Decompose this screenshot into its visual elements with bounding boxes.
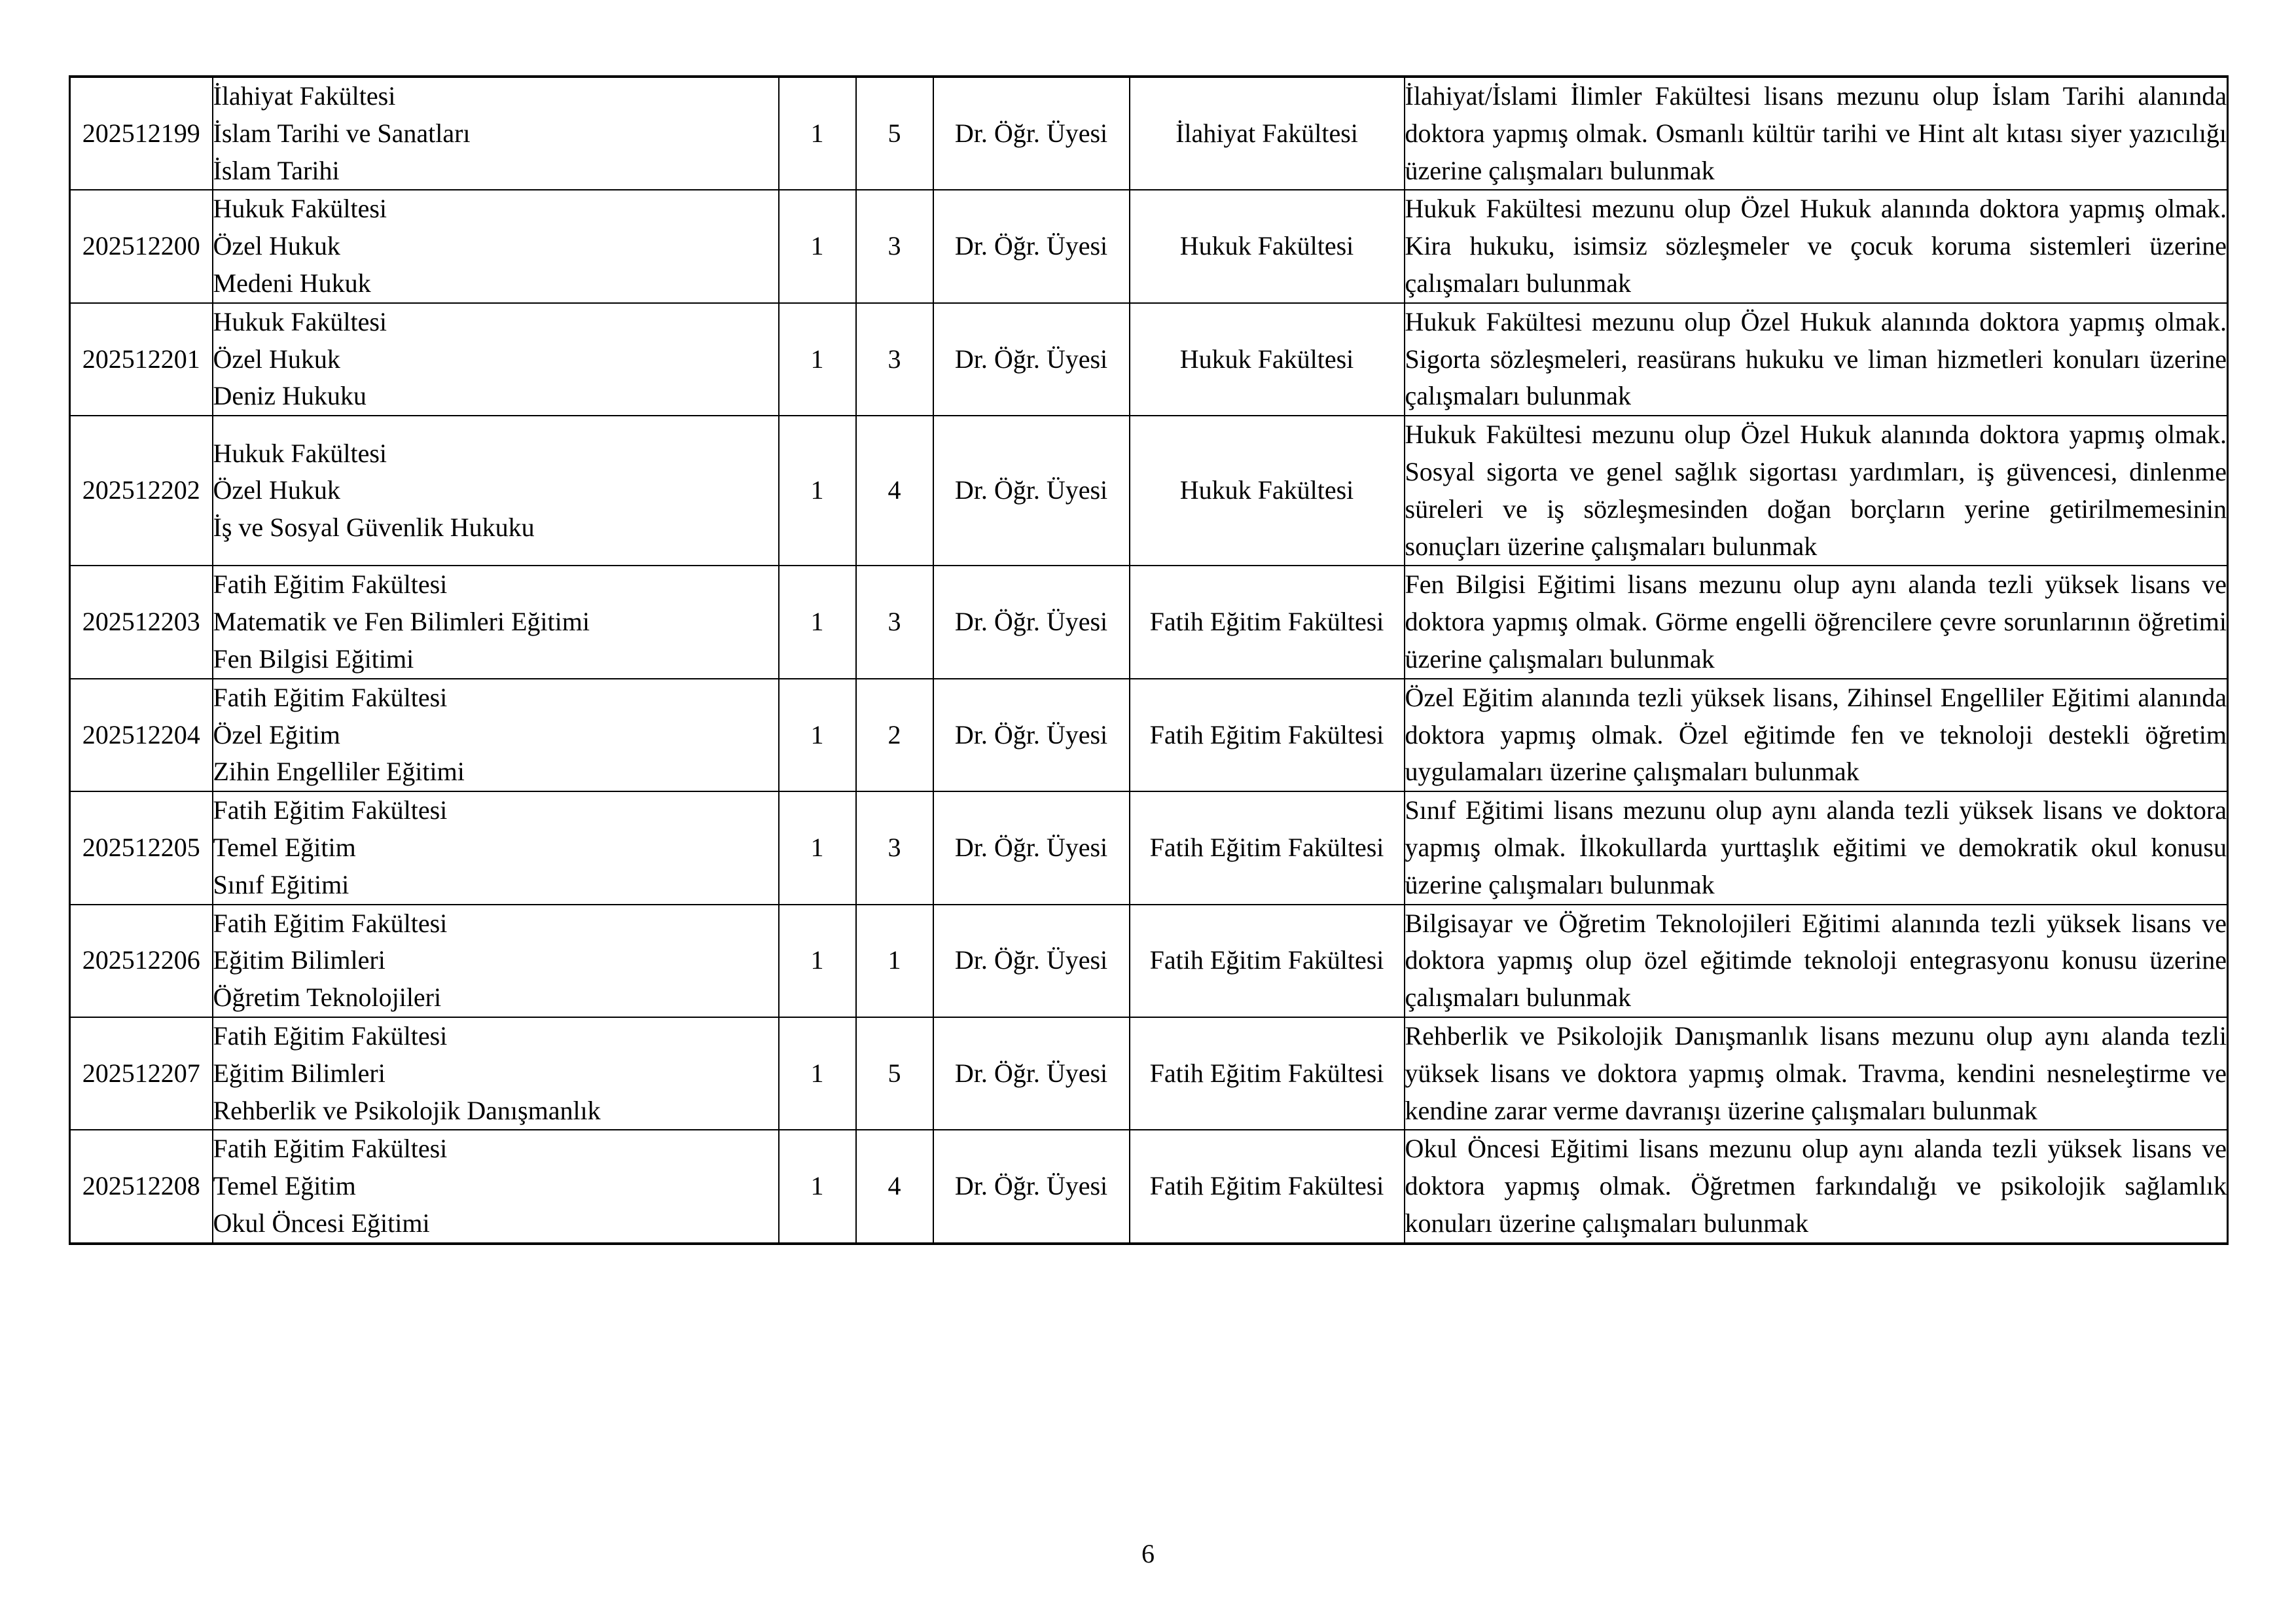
table-row	[70, 791, 2228, 904]
cell-ilan-no: 202512204	[70, 679, 213, 791]
cell-aciklama: Hukuk Fakültesi mezunu olup Özel Hukuk alanında doktora yapmış olmak. Sosyal sigorta ve genel sağlık sigortası yardımları, iş güvencesi, dinlenme süreleri ve iş sözleşmesinden doğan borçların yerine getirilmemesinin sonuçları üzerine çalışmaları bulunmak	[1405, 416, 2228, 566]
cell-unvan: Dr. Öğr. Üyesi	[933, 791, 1130, 904]
page-number: 6	[1141, 1539, 1155, 1568]
cell-aciklama: Okul Öncesi Eğitimi lisans mezunu olup aynı alanda tezli yüksek lisans ve doktora yapmış olmak. Öğretmen farkındalığı ve psikolojik sağlamlık konuları üzerine çalışmaları bulunmak	[1405, 1130, 2228, 1243]
table-row	[70, 1130, 2228, 1243]
birim-line: İş ve Sosyal Güvenlik Hukuku	[213, 513, 535, 543]
cell-fakulte: İlahiyat Fakültesi	[1130, 77, 1405, 190]
cell-unvan: Dr. Öğr. Üyesi	[933, 416, 1130, 566]
cell-adet: 1	[779, 303, 856, 416]
birim-line: Deniz Hukuku	[213, 381, 367, 411]
cell-adet: 1	[779, 1017, 856, 1130]
cell-ilan-no: 202512202	[70, 416, 213, 566]
birim-line: Özel Hukuk	[213, 475, 340, 505]
cell-fakulte: Fatih Eğitim Fakültesi	[1130, 679, 1405, 791]
cell-aciklama: Fen Bilgisi Eğitimi lisans mezunu olup aynı alanda tezli yüksek lisans ve doktora yapmış olmak. Görme engelli öğrencilere çevre sorunlarının öğretimi üzerine çalışmaları bulunmak	[1405, 566, 2228, 678]
cell-derece: 1	[856, 905, 933, 1017]
cell-ilan-no: 202512200	[70, 190, 213, 302]
birim-line: İlahiyat Fakültesi	[213, 81, 396, 111]
birim-line: Fatih Eğitim Fakültesi	[213, 569, 448, 600]
table-row	[70, 190, 2228, 302]
cell-unvan: Dr. Öğr. Üyesi	[933, 190, 1130, 302]
cell-unvan: Dr. Öğr. Üyesi	[933, 679, 1130, 791]
table-row	[70, 1017, 2228, 1130]
cell-birim	[213, 905, 779, 1017]
birim-line: Hukuk Fakültesi	[213, 438, 387, 468]
birim-line: Temel Eğitim	[213, 832, 356, 862]
cell-unvan: Dr. Öğr. Üyesi	[933, 1130, 1130, 1243]
birim-line: Özel Eğitim	[213, 719, 340, 749]
birim-line: İslam Tarihi ve Sanatları	[213, 118, 471, 148]
cell-ilan-no: 202512203	[70, 566, 213, 678]
birim-line: Rehberlik ve Psikolojik Danışmanlık	[213, 1095, 601, 1125]
table-row	[70, 566, 2228, 678]
cell-adet: 1	[779, 791, 856, 904]
cell-derece: 5	[856, 1017, 933, 1130]
birim-line: Fatih Eğitim Fakültesi	[213, 682, 448, 712]
birim-line: Eğitim Bilimleri	[213, 945, 386, 975]
birim-line: Fatih Eğitim Fakültesi	[213, 1134, 448, 1164]
cell-unvan: Dr. Öğr. Üyesi	[933, 77, 1130, 190]
cell-fakulte: Hukuk Fakültesi	[1130, 416, 1405, 566]
cell-fakulte: Fatih Eğitim Fakültesi	[1130, 566, 1405, 678]
cell-adet: 1	[779, 566, 856, 678]
cell-ilan-no: 202512206	[70, 905, 213, 1017]
birim-line: Medeni Hukuk	[213, 268, 371, 298]
birim-line: Zihin Engelliler Eğitimi	[213, 757, 465, 787]
birim-line: Öğretim Teknolojileri	[213, 983, 442, 1013]
cell-ilan-no: 202512207	[70, 1017, 213, 1130]
cell-aciklama: Özel Eğitim alanında tezli yüksek lisans, Zihinsel Engelliler Eğitimi alanında doktora yapmış olmak. Özel eğitimde fen ve teknoloji destekli öğretim uygulamaları üzerine çalışmaları bulunmak	[1405, 679, 2228, 791]
cell-fakulte: Fatih Eğitim Fakültesi	[1130, 791, 1405, 904]
cell-aciklama: Hukuk Fakültesi mezunu olup Özel Hukuk alanında doktora yapmış olmak. Kira hukuku, isimsiz sözleşmeler ve çocuk koruma sistemleri üzerine çalışmaları bulunmak	[1405, 190, 2228, 302]
cell-derece: 3	[856, 566, 933, 678]
cell-fakulte: Fatih Eğitim Fakültesi	[1130, 1017, 1405, 1130]
cell-birim	[213, 77, 779, 190]
cell-aciklama: Hukuk Fakültesi mezunu olup Özel Hukuk alanında doktora yapmış olmak. Sigorta sözleşmeleri, reasürans hukuku ve liman hizmetleri konuları üzerine çalışmaları bulunmak	[1405, 303, 2228, 416]
cell-fakulte: Fatih Eğitim Fakültesi	[1130, 905, 1405, 1017]
cell-adet: 1	[779, 905, 856, 1017]
table-row	[70, 303, 2228, 416]
cell-derece: 4	[856, 416, 933, 566]
cell-birim	[213, 1017, 779, 1130]
cell-aciklama: Sınıf Eğitimi lisans mezunu olup aynı alanda tezli yüksek lisans ve doktora yapmış olmak. İlkokullarda yurttaşlık eğitimi ve demokratik okul konusu üzerine çalışmaları bulunmak	[1405, 791, 2228, 904]
birim-line: Fatih Eğitim Fakültesi	[213, 908, 448, 938]
cell-birim	[213, 190, 779, 302]
birim-line: Hukuk Fakültesi	[213, 194, 387, 224]
birim-line: Hukuk Fakültesi	[213, 306, 387, 336]
cell-ilan-no: 202512199	[70, 77, 213, 190]
birim-line: Özel Hukuk	[213, 231, 340, 261]
cell-aciklama: Bilgisayar ve Öğretim Teknolojileri Eğitimi alanında tezli yüksek lisans ve doktora yapmış olup özel eğitimde teknoloji entegrasyonu konusu üzerine çalışmaları bulunmak	[1405, 905, 2228, 1017]
cell-ilan-no: 202512201	[70, 303, 213, 416]
academic-positions-table-wrapper	[69, 75, 2227, 1245]
cell-adet: 1	[779, 77, 856, 190]
table-row	[70, 416, 2228, 566]
cell-adet: 1	[779, 1130, 856, 1243]
cell-birim	[213, 791, 779, 904]
cell-unvan: Dr. Öğr. Üyesi	[933, 905, 1130, 1017]
table-row	[70, 77, 2228, 190]
cell-unvan: Dr. Öğr. Üyesi	[933, 303, 1130, 416]
cell-aciklama: İlahiyat/İslami İlimler Fakültesi lisans mezunu olup İslam Tarihi alanında doktora yapmış olmak. Osmanlı kültür tarihi ve Hint alt kıtası siyer yazıcılığı üzerine çalışmaları bulunmak	[1405, 77, 2228, 190]
cell-fakulte: Fatih Eğitim Fakültesi	[1130, 1130, 1405, 1243]
birim-line: İslam Tarihi	[213, 155, 340, 185]
cell-derece: 5	[856, 77, 933, 190]
cell-birim	[213, 303, 779, 416]
cell-fakulte: Hukuk Fakültesi	[1130, 303, 1405, 416]
birim-line: Fatih Eğitim Fakültesi	[213, 795, 448, 825]
cell-fakulte: Hukuk Fakültesi	[1130, 190, 1405, 302]
cell-derece: 2	[856, 679, 933, 791]
cell-unvan: Dr. Öğr. Üyesi	[933, 566, 1130, 678]
cell-derece: 3	[856, 190, 933, 302]
cell-unvan: Dr. Öğr. Üyesi	[933, 1017, 1130, 1130]
cell-ilan-no: 202512208	[70, 1130, 213, 1243]
birim-line: Fen Bilgisi Eğitimi	[213, 643, 414, 674]
cell-birim	[213, 1130, 779, 1243]
cell-derece: 3	[856, 791, 933, 904]
birim-line: Okul Öncesi Eğitimi	[213, 1208, 430, 1238]
table-row	[70, 905, 2228, 1017]
cell-derece: 4	[856, 1130, 933, 1243]
birim-line: Eğitim Bilimleri	[213, 1058, 386, 1088]
birim-line: Fatih Eğitim Fakültesi	[213, 1020, 448, 1051]
cell-adet: 1	[779, 190, 856, 302]
cell-aciklama: Rehberlik ve Psikolojik Danışmanlık lisans mezunu olup aynı alanda tezli yüksek lisans ve doktora yapmış olmak. Travma, kendini nesneleştirme ve kendine zarar verme davranışı üzerine çalışmaları bulunmak	[1405, 1017, 2228, 1130]
cell-birim	[213, 566, 779, 678]
birim-line: Matematik ve Fen Bilimleri Eğitimi	[213, 607, 590, 637]
birim-line: Temel Eğitim	[213, 1171, 356, 1201]
table-body	[70, 77, 2228, 1244]
birim-line: Sınıf Eğitimi	[213, 869, 350, 899]
cell-birim	[213, 679, 779, 791]
cell-ilan-no: 202512205	[70, 791, 213, 904]
table-row	[70, 679, 2228, 791]
cell-adet: 1	[779, 416, 856, 566]
birim-line: Özel Hukuk	[213, 344, 340, 374]
cell-adet: 1	[779, 679, 856, 791]
academic-positions-table	[69, 75, 2229, 1245]
cell-birim	[213, 416, 779, 566]
cell-derece: 3	[856, 303, 933, 416]
